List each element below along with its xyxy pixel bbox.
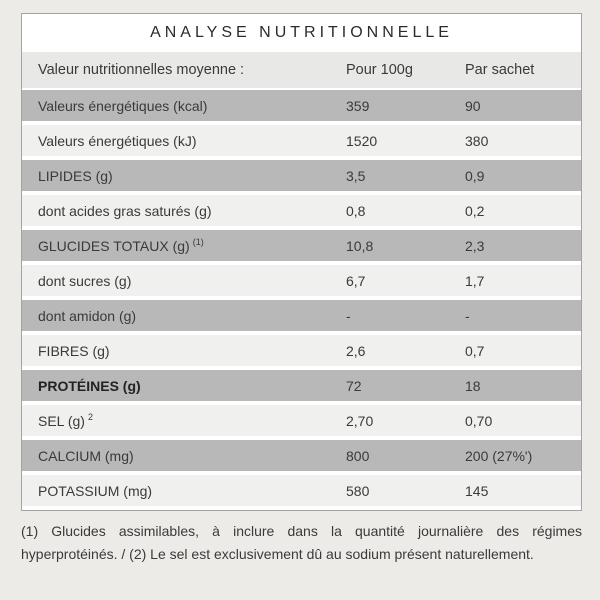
row-label: GLUCIDES TOTAUX (g) $^{(1)}$ (38, 236, 204, 254)
table-row (22, 440, 581, 471)
table-row (22, 195, 581, 226)
row-value-per-sachet: 2,3 (465, 237, 485, 254)
row-label: Valeurs énergétiques (kJ) (38, 132, 197, 149)
footnote: (1) Glucides assimilables, à inclure dans la quantité journalière des régimes hyperprotéinés. / (2) Le sel est exclusivement dû au sodium présent naturellement. (21, 523, 582, 562)
row-value-per-sachet: 0,70 (465, 412, 493, 429)
footnote-marker: 2 (87, 411, 93, 422)
table-body (22, 90, 581, 506)
row-label: LIPIDES (g) (38, 167, 113, 184)
table-row (22, 300, 581, 331)
row-value-per-100g: 800 (346, 447, 370, 464)
row-label: Valeurs énergétiques (kcal) (38, 97, 208, 114)
row-label: dont sucres (g) (38, 272, 132, 289)
row-value-per-sachet: - (465, 307, 470, 324)
row-value-per-100g: 72 (346, 377, 362, 394)
row-value-per-sachet: 200 (27%') (465, 447, 533, 464)
row-value-per-100g: 6,7 (346, 272, 366, 289)
row-value-per-100g: 10,8 (346, 237, 374, 254)
table-row (22, 475, 581, 506)
table-row (22, 90, 581, 121)
row-value-per-100g: 2,70 (346, 412, 374, 429)
row-value-per-sachet: 0,9 (465, 167, 485, 184)
row-value-per-100g: 2,6 (346, 342, 366, 359)
row-value-per-sachet: 0,2 (465, 202, 485, 219)
row-label: dont amidon (g) (38, 307, 137, 324)
row-label: CALCIUM (mg) (38, 447, 134, 464)
row-value-per-sachet: 145 (465, 482, 489, 499)
table-header-row (22, 52, 581, 88)
nutrition-table (21, 13, 582, 511)
table-row (22, 405, 581, 436)
table-row (22, 125, 581, 156)
row-value-per-100g: - (346, 307, 351, 324)
row-label: dont acides gras saturés (g) (38, 202, 212, 219)
table-row (22, 160, 581, 191)
row-label: PROTÉINES (g) (38, 377, 141, 394)
row-value-per-100g: 3,5 (346, 167, 366, 184)
footnote-marker: (1) (192, 236, 204, 247)
header-col-per-sachet: Par sachet (465, 62, 535, 78)
row-label: FIBRES (g) (38, 342, 110, 359)
header-col-per-100g: Pour 100g (346, 62, 413, 78)
table-row (22, 335, 581, 366)
row-value-per-100g: 0,8 (346, 202, 366, 219)
row-label: POTASSIUM (mg) (38, 482, 153, 499)
row-value-per-sachet: 18 (465, 377, 481, 394)
row-value-per-100g: 359 (346, 97, 370, 114)
row-value-per-sachet: 1,7 (465, 272, 485, 289)
row-value-per-100g: 580 (346, 482, 370, 499)
table-row (22, 265, 581, 296)
row-value-per-sachet: 0,7 (465, 342, 485, 359)
table-title: ANALYSE NUTRITIONNELLE (22, 14, 581, 52)
row-value-per-sachet: 90 (465, 97, 481, 114)
table-row (22, 370, 581, 401)
header-label: Valeur nutritionnelles moyenne : (38, 62, 245, 78)
row-value-per-sachet: 380 (465, 132, 489, 149)
row-label: SEL (g) $^2$ (38, 411, 93, 429)
row-value-per-100g: 1520 (346, 132, 378, 149)
table-row (22, 230, 581, 261)
